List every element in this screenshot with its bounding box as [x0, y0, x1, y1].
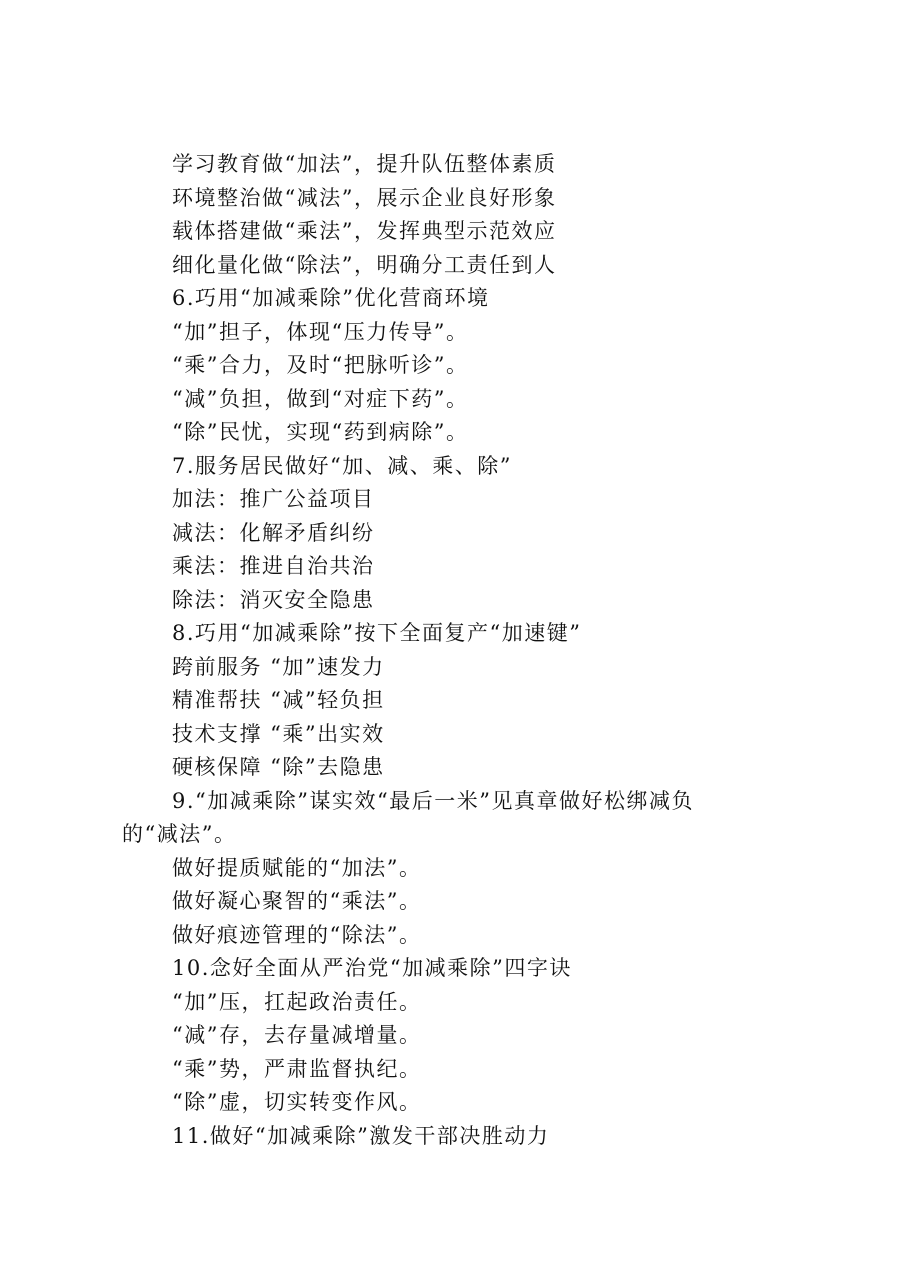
text-line: “减”存，去存量减增量。	[172, 1023, 422, 1047]
section-heading: 10.念好全面从严治党“加减乘除”四字诀	[172, 956, 572, 980]
text-line: “除”民忧，实现“药到病除”。	[172, 420, 469, 444]
text-line: “乘”势，严肃监督执纪。	[172, 1056, 422, 1081]
text-line: 环境整治做“减法”，展示企业良好形象	[172, 185, 557, 210]
section-heading: 9.“加减乘除”谋实效“最后一米”见真章做好松绑减负	[172, 788, 694, 813]
text-line: “除”虚，切实转变作风。	[172, 1090, 422, 1114]
document-body	[122, 148, 812, 1153]
text-line: 学习教育做“加法”，提升队伍整体素质	[172, 152, 557, 176]
text-line: 细化量化做“除法”，明确分工责任到人	[172, 252, 557, 277]
text-line: 除法：消灭安全隐患	[172, 587, 375, 612]
text-line: 做好凝心聚智的“乘法”。	[172, 889, 422, 913]
text-line: 精准帮扶 “减”轻负担	[172, 688, 385, 712]
text-line: “加”担子，体现“压力传导”。	[172, 319, 469, 344]
text-line: 加法：推广公益项目	[172, 487, 375, 511]
section-heading: 11.做好“加减乘除”激发干部决胜动力	[172, 1123, 550, 1148]
text-line: 做好痕迹管理的“除法”。	[172, 922, 422, 947]
text-line: 技术支撑 “乘”出实效	[172, 721, 385, 746]
text-line: 做好提质赋能的“加法”。	[172, 855, 422, 880]
text-line: 乘法：推进自治共治	[172, 554, 375, 578]
text-line: 减法：化解矛盾纠纷	[172, 520, 375, 545]
text-line: “乘”合力，及时“把脉听诊”。	[172, 353, 469, 377]
section-heading: 6.巧用“加减乘除”优化营商环境	[172, 286, 490, 310]
text-line: 跨前服务 “加”速发力	[172, 654, 385, 679]
section-heading: 8.巧用“加减乘除”按下全面复产“加速键”	[172, 621, 582, 645]
text-line: “加”压，扛起政治责任。	[172, 989, 422, 1014]
text-line: 载体搭建做“乘法”，发挥典型示范效应	[172, 219, 557, 243]
text-line: 硬核保障 “除”去隐患	[172, 755, 385, 779]
text-line: “减”负担，做到“对症下药”。	[172, 386, 469, 411]
section-heading-continuation: 的“减法”。	[122, 822, 237, 846]
section-heading: 7.服务居民做好“加、减、乘、除”	[172, 453, 513, 478]
